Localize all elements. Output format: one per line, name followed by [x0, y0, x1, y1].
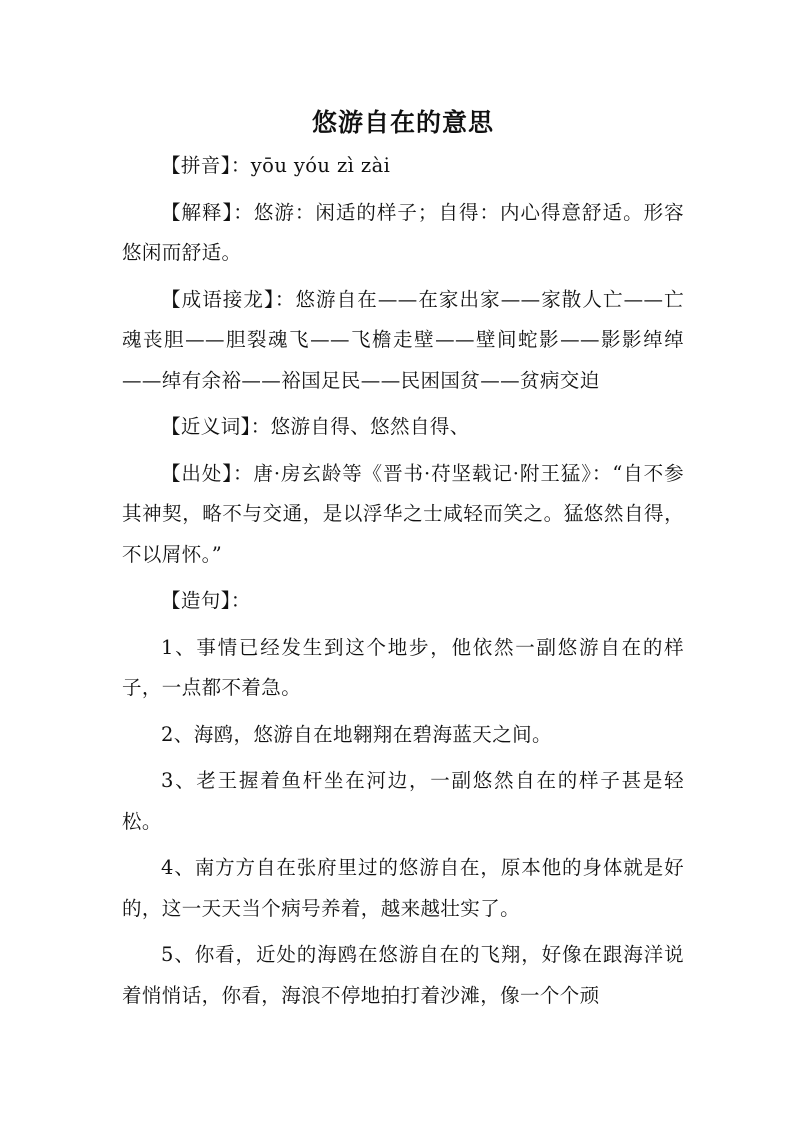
example-sentence: 1、事情已经发生到这个地步，他依然一副悠游自在的样子，一点都不着急。 [122, 635, 684, 699]
synonyms-value: 悠游自得、悠然自得、 [270, 415, 470, 438]
pinyin-value: yōu yóu zì zài [250, 154, 391, 177]
synonyms-label: 【近义词】： [161, 415, 271, 438]
example-sentence: 2、海鸥，悠游自在地翱翔在碧海蓝天之间。 [161, 722, 552, 746]
idiom-chain-paragraph [122, 280, 684, 402]
synonyms-paragraph [122, 407, 684, 448]
source-value: 唐·房玄龄等《晋书·苻坚载记·附王猛》：“自不参其神契，略不与交通，是以浮华之士咸轻而笑之。猛悠然自得，不以屑怀。” [122, 461, 684, 566]
document-page [122, 94, 684, 1022]
source-paragraph [122, 454, 684, 576]
example-sentence: 5、你看，近处的海鸥在悠游自在的飞翔，好像在跟海洋说着悄悄话，你看，海浪不停地拍打着沙滩，像一个个顽 [122, 943, 684, 1007]
idiom-chain-value: 悠游自在——在家出家——家散人亡——亡魂丧胆——胆裂魂飞——飞檐走壁——壁间蛇影——影影绰绰——绰有余裕——裕国足民——民困国贫——贫病交迫 [122, 287, 684, 392]
page-title: 悠游自在的意思 [311, 108, 494, 137]
explanation-paragraph [122, 193, 684, 274]
explanation-value: 悠游：闲适的样子；自得：内心得意舒适。形容悠闲而舒适。 [122, 200, 684, 264]
source-label: 【出处】： [161, 461, 254, 485]
explanation-label: 【解释】： [161, 200, 254, 224]
example-sentence: 4、南方方自在张府里过的悠游自在，原本他的身体就是好的，这一天天当个病号养着，越来越壮实了。 [122, 856, 684, 920]
example-sentence: 3、老王握着鱼杆坐在河边，一副悠然自在的样子甚是轻松。 [122, 769, 684, 833]
pinyin-label: 【拼音】： [161, 154, 251, 177]
example-sentences-heading: 【造句】： [161, 589, 251, 612]
idiom-chain-label: 【成语接龙】： [161, 287, 296, 311]
pinyin-paragraph [122, 146, 684, 187]
